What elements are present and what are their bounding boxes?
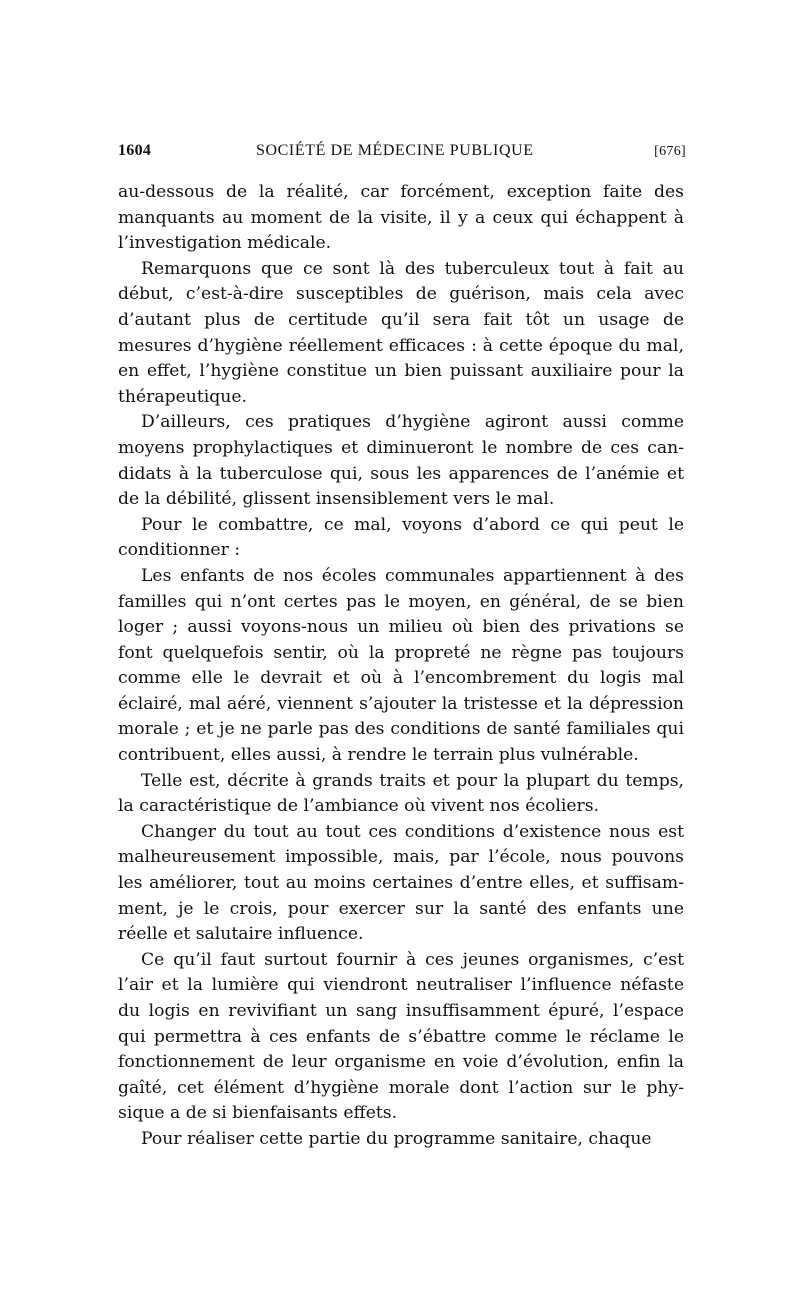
body-text	[118, 180, 684, 1153]
page-number: 1604	[118, 142, 152, 159]
paragraph: D’ailleurs, ces pratiques d’hygiène agiront aussi comme moyens prophylactiques et diminueront le nombre de ces candidats à la tuberculose qui, sous les apparences de l’anémie et de la débilité, glissent insensiblement vers le mal.	[118, 412, 684, 510]
paragraph: Changer du tout au tout ces conditions d’existence nous est malheureusement impossible, mais, par l’école, nous pouvons les améliorer, tout au moins certaines d’entre elles, et suffisamment, je le crois, pour exercer sur la santé des enfants une réelle et salutaire influence.	[118, 821, 684, 945]
paragraph: au-dessous de la réalité, car forcément, exception faite des manquants au moment de la visite, il y a ceux qui échappent à l’investigation médicale.	[118, 182, 684, 254]
paragraph: Pour réaliser cette partie du programme sanitaire, chaque	[141, 1128, 652, 1149]
paragraph: Remarquons que ce sont là des tuberculeux tout à fait au début, c’est-à-dire susceptibles de guérison, mais cela avec d’autant plus de certitude qu’il sera fait tôt un usage de mesures d’hygiène réellement efficaces : à cette époque du mal, en effet, l’hygiène constitue un bien puissant auxiliaire pour la thérapeutique.	[118, 258, 684, 407]
paragraph: Ce qu’il faut surtout fournir à ces jeunes organismes, c’est l’air et la lumière qui viendront neutraliser l’influence néfaste du logis en revivifiant un sang insuffisamment épuré, l’espace qui permettra à ces enfants de s’ébattre comme le réclame le fonctionnement de leur organisme en voie d’évolution, enfin la gaîté, cet élément d’hygiène morale dont l’action sur le physique a de si bienfaisants effets.	[118, 949, 684, 1124]
paragraph: Telle est, décrite à grands traits et pour la plupart du temps, la caractéristique de l’ambiance où vivent nos écoliers.	[118, 770, 684, 817]
paragraph: Les enfants de nos écoles communales appartiennent à des familles qui n’ont certes pas le moyen, en général, de se bien loger ; aussi voyons-nous un milieu où bien des privations se font quelquefois sentir, où la propreté ne règne pas toujours comme elle le devrait et où à l’encombrement du logis mal éclairé, mal aéré, viennent s’ajouter la tristesse et la dépression morale ; et je ne parle pas des conditions de santé familiales qui contribuent, elles aussi, à rendre le terrain plus vulnérable.	[118, 565, 684, 766]
paragraph: Pour le combattre, ce mal, voyons d’abord ce qui peut le conditionner :	[118, 514, 684, 561]
running-head	[118, 142, 686, 166]
bracket-page-number: [676]	[654, 144, 686, 159]
running-title: SOCIÉTÉ DE MÉDECINE PUBLIQUE	[256, 142, 534, 159]
